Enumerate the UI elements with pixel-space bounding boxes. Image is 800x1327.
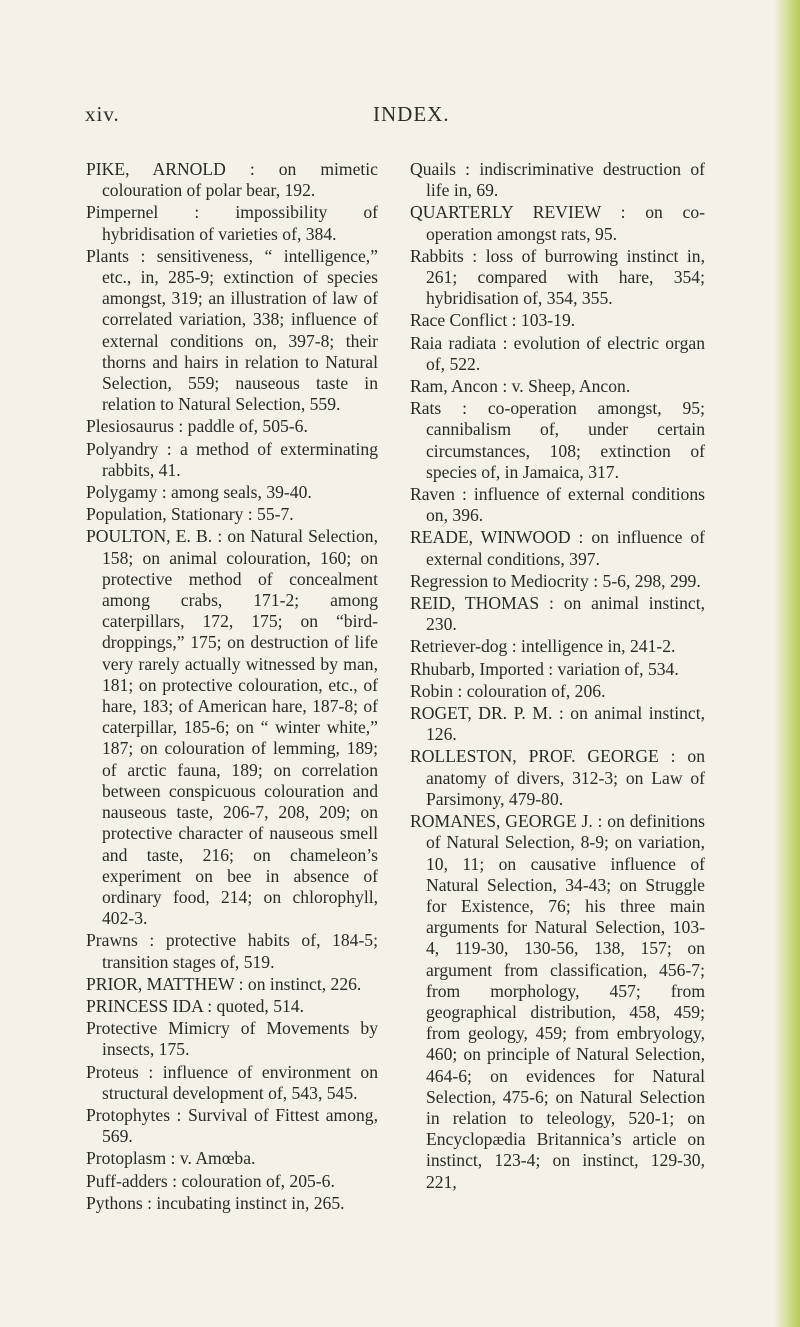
index-entry-princess-ida: PRINCESS IDA : quoted, 514. (86, 995, 304, 1016)
index-entry-poulton: POULTON, E. B. : on Natural Selection, 158; on animal colouration, 160; on protective method of concealment among crabs, 171-2; among caterpillars, 172, 175; on “bird-droppings,” 175; on destruction of life very rarely actually witnessed by man, 181; on protective colouration, etc., of hare, 183; of American hare, 187-8; of caterpillar, 185-6; on “ winter white,” 187; on colouration of lemming, 189; of arctic fauna, 189; on correlation between conspicuous colouration and nauseous taste, 206-7, 208, 209; on protective character of nauseous smell and taste, 216; on chameleon’s experiment on bee in absence of ordinary food, 214; on chlorophyll, 402-3. (86, 526, 378, 929)
index-entry-polyandry: Polyandry : a method of exterminating rabbits, 41. (86, 438, 378, 480)
index-entry-reid: REID, THOMAS : on animal instinct, 230. (410, 593, 705, 635)
index-entry-romanes: ROMANES, GEORGE J. : on definitions of Natural Selection, 8-9; on variation, 10, 11; on causative influence of Natural Selection, 34-43; on Struggle for Existence, 76; his three main arguments for Natural Selection, 103-4, 119-30, 130-56, 138, 157; on argument from classification, 456-7; from morphology, 457; from geographical distribution, 458, 459; from geology, 459; from embryology, 460; on principle of Natural Selection, 464-6; on evidences for Natural Selection, 475-6; on Natural Selection in relation to teleology, 520-1; on Encyclopædia Britannica’s article on instinct, 123-4; on instinct, 129-30, 221, (410, 811, 705, 1192)
index-entry-pike: PIKE, ARNOLD : on mimetic colouration of polar bear, 192. (86, 159, 378, 201)
index-entry-protective-mimicry: Protective Mimicry of Movements by insects, 175. (86, 1018, 378, 1060)
index-entry-rabbits: Rabbits : loss of burrowing instinct in, 261; compared with hare, 354; hybridisation of, 354, 355. (410, 245, 705, 309)
page-number: xiv. (85, 102, 120, 126)
index-entry-plesiosaurus: Plesiosaurus : paddle of, 505-6. (86, 416, 308, 437)
index-entry-raia-radiata: Raia radiata : evolution of electric organ of, 522. (410, 332, 705, 374)
index-entry-protoplasm: Protoplasm : v. Amœba. (86, 1148, 256, 1169)
index-entry-quarterly-review: QUARTERLY REVIEW : on co-operation amongst rats, 95. (410, 202, 705, 244)
index-entry-pythons: Pythons : incubating instinct in, 265. (86, 1192, 345, 1213)
index-entry-protophytes: Protophytes : Survival of Fittest among, 569. (86, 1104, 378, 1147)
index-column-right (410, 159, 705, 1194)
index-entry-population: Population, Stationary : 55-7. (86, 504, 294, 525)
index-entry-quails: Quails : indiscriminative destruction of life in, 69. (410, 159, 705, 201)
page-title: INDEX. (373, 102, 450, 126)
index-entry-prawns: Prawns : protective habits of, 184-5; transition stages of, 519. (86, 930, 378, 972)
index-entry-robin: Robin : colouration of, 206. (410, 680, 606, 701)
index-entry-race-conflict: Race Conflict : 103-19. (410, 310, 576, 331)
index-entry-reade: READE, WINWOOD : on influence of external conditions, 397. (410, 527, 705, 569)
index-entry-polygamy: Polygamy : among seals, 39-40. (86, 482, 312, 503)
index-column-left (86, 159, 378, 1215)
index-entry-rhubarb: Rhubarb, Imported : variation of, 534. (410, 658, 679, 679)
page-header (0, 102, 800, 132)
index-entry-roget: ROGET, DR. P. M. : on animal instinct, 126. (410, 703, 705, 745)
index-entry-pimpernel: Pimpernel : impossibility of hybridisation of varieties of, 384. (86, 202, 378, 244)
index-entry-prior: PRIOR, MATTHEW : on instinct, 226. (86, 973, 362, 994)
index-entry-ram-ancon: Ram, Ancon : v. Sheep, Ancon. (410, 376, 631, 397)
index-entry-raven: Raven : influence of external conditions on, 396. (410, 484, 705, 526)
index-entry-retriever-dog: Retriever-dog : intelligence in, 241-2. (410, 636, 676, 657)
index-entry-regression: Regression to Mediocrity : 5-6, 298, 299. (410, 570, 701, 591)
page-edge (774, 0, 800, 1327)
index-entry-proteus: Proteus : influence of environment on structural development of, 543, 545. (86, 1061, 378, 1103)
index-entry-puff-adders: Puff-adders : colouration of, 205-6. (86, 1170, 335, 1191)
index-entry-rats: Rats : co-operation amongst, 95; cannibalism of, under certain circumstances, 108; extinction of species of, in Jamaica, 317. (410, 398, 705, 482)
index-entry-plants: Plants : sensitiveness, “ intelligence,” etc., in, 285-9; extinction of species amongst, 319; an illustration of law of correlated variation, 338; influence of external conditions on, 397-8; their thorns and hairs in relation to Natural Selection, 559; nauseous taste in relation to Natural Selection, 559. (86, 245, 378, 415)
index-entry-rolleston: ROLLESTON, PROF. GEORGE : on anatomy of divers, 312-3; on Law of Parsimony, 479-80. (410, 746, 705, 809)
